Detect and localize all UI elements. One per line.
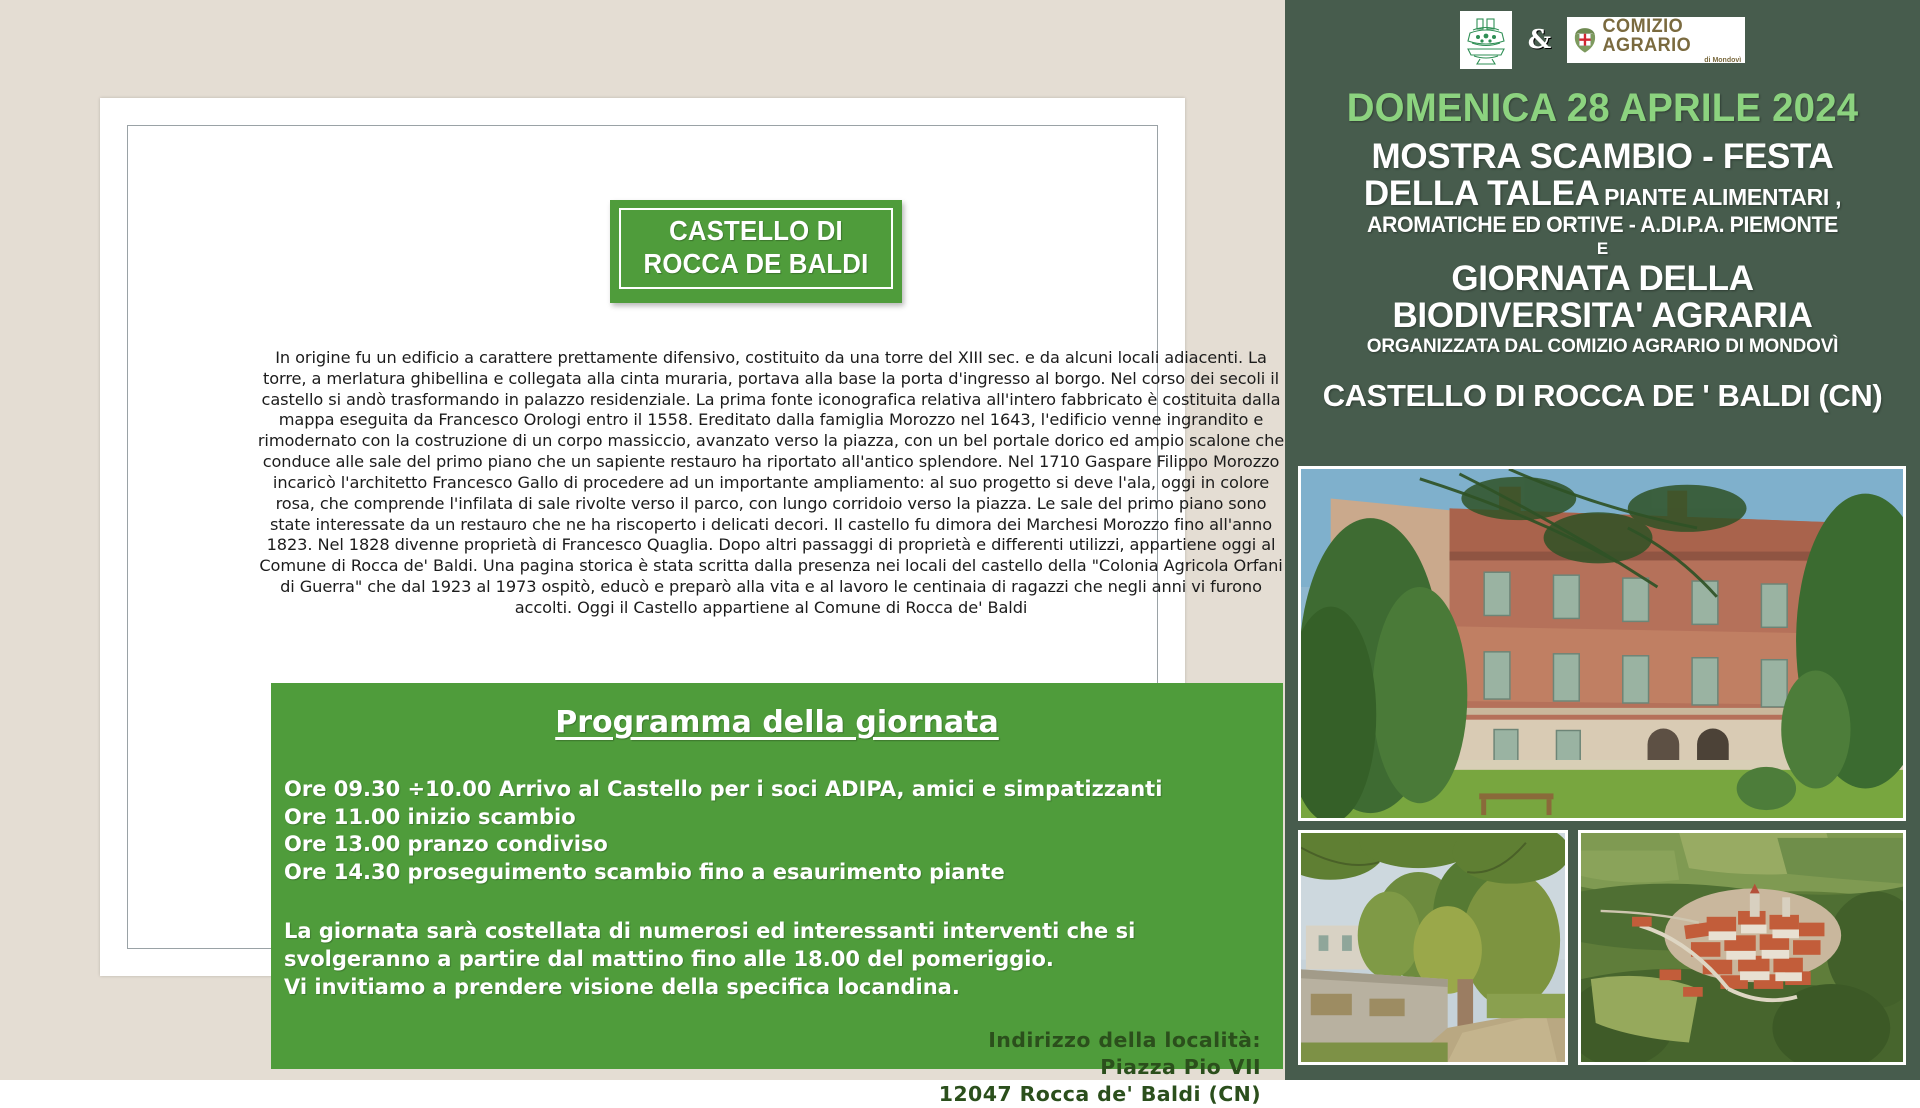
- comizio-subtitle: di Mondovì: [1704, 56, 1742, 63]
- ampersand-separator: &: [1527, 25, 1552, 55]
- event-title-line-3: AROMATICHE ED ORTIVE - A.DI.P.A. PIEMONTE: [1367, 211, 1838, 237]
- list-item: Ore 14.30 proseguimento scambio fino a esaurimento piante: [284, 860, 1005, 885]
- address-city: 12047 Rocca de' Baldi (CN): [938, 1082, 1261, 1107]
- event-title-connector: E: [1596, 238, 1609, 258]
- event-venue: CASTELLO DI ROCCA DE ' BALDI (CN): [1322, 378, 1883, 414]
- document-card: [100, 98, 1285, 1107]
- castle-facade-photo: [1298, 466, 1906, 821]
- village-aerial-photo: [1578, 830, 1906, 1065]
- event-title-line-2-main: DELLA TALEA: [1363, 174, 1600, 214]
- venue-address-block: [271, 1027, 1261, 1108]
- event-title-line-2-sub: PIANTE ALIMENTARI ,: [1604, 184, 1842, 211]
- programme-title: Programma della giornata: [555, 705, 999, 740]
- castle-wall-path-photo: [1298, 830, 1568, 1065]
- plaque-line-1: CASTELLO DI: [669, 215, 843, 246]
- event-headline-block: [1297, 138, 1908, 414]
- address-label: Indirizzo della località:: [988, 1028, 1261, 1053]
- programme-note: [284, 917, 1283, 1001]
- comizio-agrario-logo: [1567, 17, 1745, 63]
- event-organizer: ORGANIZZATA DAL COMIZIO AGRARIO DI MONDOVÌ: [1366, 336, 1839, 358]
- event-title-line-2: [1297, 175, 1908, 212]
- castle-title-plaque: [610, 200, 902, 303]
- logo-row: [1285, 10, 1920, 70]
- event-date: DOMENICA 28 APRILE 2024: [1346, 86, 1859, 130]
- programme-schedule-list: [284, 776, 1283, 887]
- programme-box: [271, 683, 1283, 1107]
- event-title-line-4: GIORNATA DELLA: [1451, 258, 1754, 298]
- list-item: Ore 09.30 ÷10.00 Arrivo al Castello per i soci ADIPA, amici e simpatizzanti: [284, 777, 1163, 801]
- event-title-line-5: BIODIVERSITA' AGRARIA: [1392, 296, 1813, 336]
- address-street: Piazza Pio VII: [1100, 1055, 1261, 1080]
- event-title-line-1: MOSTRA SCAMBIO - FESTA: [1371, 137, 1834, 176]
- plaque-line-2: ROCCA DE BALDI: [643, 248, 869, 280]
- list-item: Ore 13.00 pranzo condiviso: [284, 832, 608, 857]
- programme-note-line-2: svolgeranno a partire dal mattino fino alle 18.00 del pomeriggio.: [284, 947, 1054, 971]
- plaque-text: [622, 214, 891, 280]
- programme-note-line-1: La giornata sarà costellata di numerosi ed interessanti interventi che si: [284, 918, 1136, 943]
- event-poster-panel: [1285, 0, 1920, 1080]
- castle-history-text: In origine fu un edificio a carattere prettamente difensivo, costituito da una torre del XIII sec. e da alcuni locali adiacenti. La torre, a merlatura ghibellina e collegata alla cinta muraria, portava alla base la porta d'ingresso al borgo. Nel corso dei secoli il castello si andò trasformando in palazzo residenziale. La prima fonte iconografica relativa all'intero fabbricato è costituita dalla mappa eseguita da Francesco Orologi entro il 1558. Ereditato dalla famiglia Morozzo nel 1643, l'edificio venne ingrandito e rimodernato con la costruzione di un corpo massiccio, avanzato verso la piazza, con un bel portale dorico ed ampio scalone che conduce alle sale del primo piano che un sapiente restauro ha riportato all'antico splendore. Nel 1710 Gaspare Filippo Morozzo incaricò l'architetto Francesco Gallo di procedere ad un importante ampliamento: al suo progetto si deve l'ala, oggi in colore rosa, che comprende l'infilata di sale rivolte verso il parco, con lungo corridoio verso la piazza. Le sale del primo piano sono state interessate da un restauro che ne ha riscoperto i delicati decori. Il castello fu dimora dei Marchesi Morozzo fino all'anno 1823. Nel 1828 divenne proprietà di Francesco Quaglia. Dopo altri passaggi di proprietà e differenti utilizzi, appartiene oggi al Comune di Rocca de' Baldi. Una pagina storica è stata scritta dalla presenza nei locali del castello della "Colonia Agricola Orfani di Guerra" che dal 1923 al 1973 ospitò, educò e preparò alla vita e al lavoro le centinaia di ragazzi che negli anni vi furono accolti. Oggi il Castello appartiene al Comune di Rocca de' Baldi: [257, 348, 1285, 617]
- programme-note-line-3: Vi invitiamo a prendere visione della specifica locandina.: [284, 975, 960, 1000]
- list-item: Ore 11.00 inizio scambio: [284, 804, 576, 829]
- comizio-title: COMIZIO AGRARIO: [1602, 17, 1692, 56]
- castle-logo: [1460, 11, 1512, 69]
